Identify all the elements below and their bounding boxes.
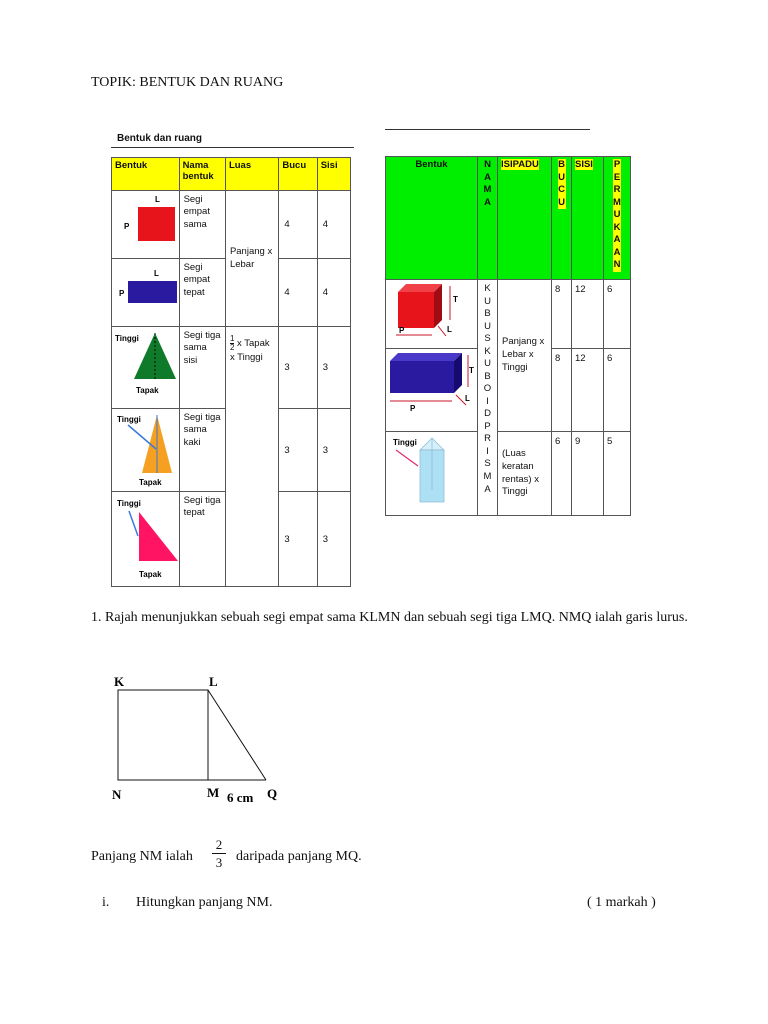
klmn-diagram [108,670,288,810]
shape-square-cell [112,191,180,259]
vertex-q: Q [267,786,278,801]
shape-name: Segi tiga tepat [179,492,225,587]
header-bentuk: Bentuk [386,157,478,280]
vertex-l: L [209,674,218,689]
svg-text:Tinggi: Tinggi [393,438,417,447]
shape-cuboid-cell [386,349,478,432]
sisi-value: 12 [572,280,604,349]
bucu-value: 3 [279,327,317,409]
luas-rectangle: Panjang x Lebar [225,191,278,327]
bucu-value: 4 [279,259,317,327]
header-isipadu: ISIPADU [498,157,552,280]
ratio-fraction [212,836,226,871]
table-header-row [386,157,631,280]
label-p: P [124,222,130,231]
table-row [386,280,631,349]
fraction-denominator: 3 [215,855,223,870]
shape-name: Segi tiga sama sisi [179,327,225,409]
bucu-value: 3 [279,492,317,587]
solid-names: KUBUS KUBOID PRISMA [478,280,498,516]
header-sisi: Sisi [317,158,350,191]
permukaan-value: 6 [604,349,631,432]
topic-heading: TOPIK: BENTUK DAN RUANG [91,75,284,90]
header-bucu: BUCU [552,157,572,280]
svg-text:L: L [447,325,452,334]
isosceles-triangle-icon [112,409,178,488]
ratio-prefix: Panjang NM ialah [91,849,193,864]
bucu-value: 6 [552,432,572,516]
svg-text:T: T [453,295,458,304]
shape-right-triangle-cell [112,492,180,587]
header-sisi: SISI [572,157,604,280]
rectangle-shape-icon [112,259,178,323]
sub-question-number: i. [102,895,110,910]
bucu-value: 4 [279,191,317,259]
permukaan-value: 6 [604,280,631,349]
header-nama-bentuk: Nama bentuk [179,158,225,191]
sisi-value: 4 [317,191,350,259]
shape-cube-cell [386,280,478,349]
shape-isosceles-cell [112,409,180,492]
right-triangle-icon [112,492,178,583]
bucu-value: 8 [552,280,572,349]
svg-text:Tapak: Tapak [139,478,162,487]
marks-label: ( 1 markah ) [587,895,656,910]
permukaan-value: 5 [604,432,631,516]
vertex-k: K [114,674,125,689]
svg-text:Tapak: Tapak [139,570,162,579]
svg-text:P: P [119,289,125,298]
vertex-n: N [112,787,122,802]
sisi-value: 3 [317,409,350,492]
isipadu-prism: (Luas keratan rentas) x Tinggi [498,432,552,516]
isipadu-cuboid: Panjang x Lebar x Tinggi [498,280,552,432]
svg-text:Tinggi: Tinggi [117,499,141,508]
label-l: L [155,195,160,204]
table-row [112,327,351,409]
header-nama: NAMA [478,157,498,280]
svg-text:T: T [469,366,474,375]
sisi-value: 12 [572,349,604,432]
ratio-suffix: daripada panjang MQ. [236,849,362,864]
sisi-value: 4 [317,259,350,327]
question-text: 1. Rajah menunjukkan sebuah segi empat sama KLMN dan sebuah segi tiga LMQ. NMQ ialah garis lurus. [91,610,688,625]
sisi-value: 3 [317,492,350,587]
luas-triangle: $\frac{1}{2}$ x Tapak x Tinggi [225,327,278,587]
caption-rule [111,147,354,148]
table-header-row [112,158,351,191]
prism-shape-icon [386,432,476,512]
shape-name: Segi tiga sama kaki [179,409,225,492]
sub-question-text: Hitungkan panjang NM. [136,895,273,910]
bucu-value: 8 [552,349,572,432]
svg-text:L: L [154,269,159,278]
sisi-value: 3 [317,327,350,409]
shape-name: Segi empat sama [179,191,225,259]
table-row [112,191,351,259]
shape-equilateral-cell [112,327,180,409]
svg-text:P: P [399,326,405,335]
shape-name: Segi empat tepat [179,259,225,327]
mq-length-label: 6 cm [227,790,254,805]
equilateral-triangle-icon [112,327,178,405]
sisi-value: 9 [572,432,604,516]
table-row [386,432,631,516]
vertex-m: M [207,785,220,800]
header-bentuk: Bentuk [112,158,180,191]
svg-text:L: L [465,394,470,403]
header-permukaan: PERMUKAAN [604,157,631,280]
square-shape-icon [112,191,178,255]
left-table-caption: Bentuk dan ruang [117,133,203,144]
svg-text:P: P [410,404,416,413]
svg-text:Tapak: Tapak [136,386,159,395]
bucu-value: 3 [279,409,317,492]
header-bucu: Bucu [279,158,317,191]
shape-prism-cell [386,432,478,516]
cube-shape-icon [386,280,476,345]
fraction-numerator: 2 [212,836,226,854]
cuboid-shape-icon [386,349,476,428]
right-table-rule [385,129,590,130]
svg-text:Tinggi: Tinggi [115,334,139,343]
shape-rectangle-cell [112,259,180,327]
header-luas: Luas [225,158,278,191]
svg-text:Tinggi: Tinggi [117,415,141,424]
solid-shapes-table [385,156,631,516]
plane-shapes-table [111,157,351,587]
